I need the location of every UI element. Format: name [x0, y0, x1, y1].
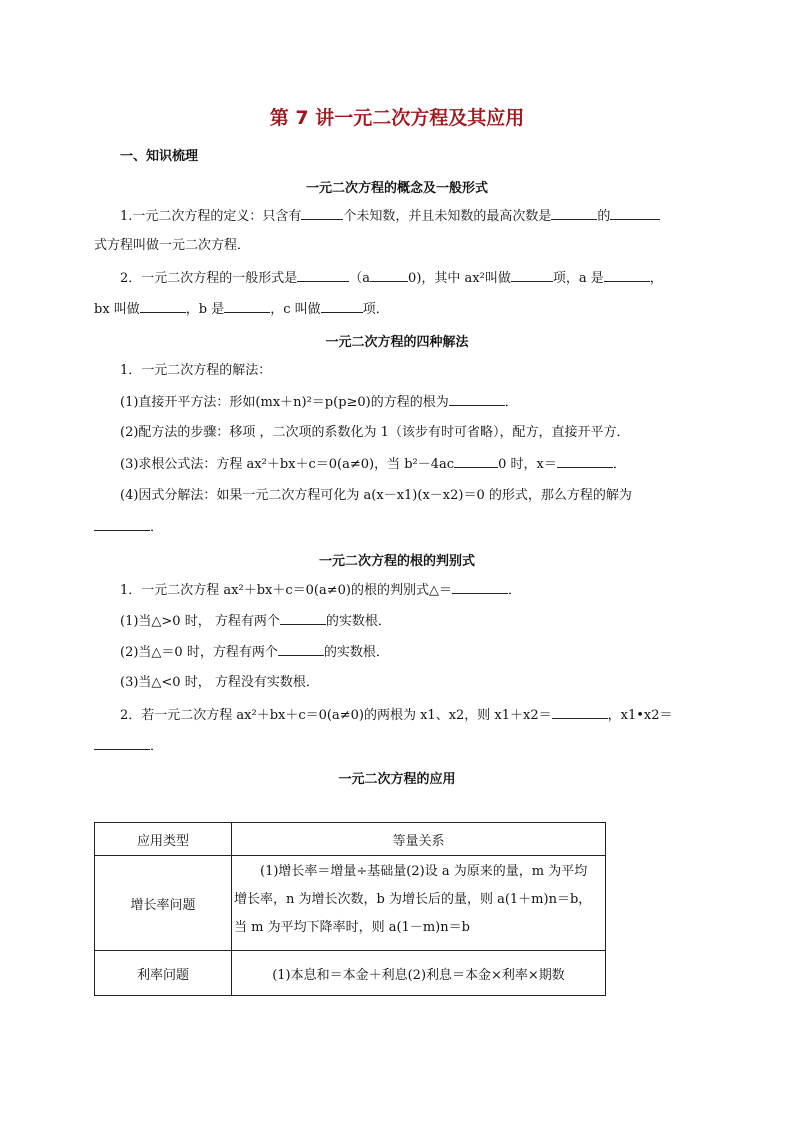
- blank: [610, 207, 660, 220]
- page-title: 第 7 讲一元二次方程及其应用: [269, 107, 525, 129]
- blank: [449, 393, 505, 406]
- blank: [94, 737, 150, 750]
- methods-line-3: (2)配方法的步骤：移项 ，二次项的系数化为 1（该步有时可省略），配方，直接开平方．: [120, 425, 630, 440]
- blank: [557, 455, 613, 468]
- methods-line-2: (1)直接开平方法：形如(mx＋n)²＝p(p≥0)的方程的根为 ．: [120, 395, 518, 410]
- blank: [321, 300, 363, 313]
- general-form-line-1: 2．一元二次方程的一般形式是 （a 0)，其中 ax²叫做 项，a 是 ，: [120, 271, 663, 286]
- header-type: 应用类型: [95, 823, 232, 856]
- methods-line-1: 1．一元二次方程的解法：: [120, 363, 272, 378]
- blank: [301, 207, 343, 220]
- table-row: [95, 951, 606, 996]
- blank: [454, 455, 498, 468]
- blank: [604, 269, 650, 282]
- blank: [552, 706, 608, 719]
- blank: [278, 643, 324, 656]
- table-header-row: [95, 823, 606, 856]
- discriminant-line-4: (3)当△<0 时， 方程没有实数根．: [120, 675, 319, 690]
- subheading-application: 一元二次方程的应用: [338, 772, 456, 787]
- methods-line-5: (4)因式分解法：如果一元二次方程可化为 a(x－x1)(x－x2)＝0 的形式，那么方程的解为: [120, 488, 632, 503]
- blank: [452, 581, 508, 594]
- definition-line-2: 式方程叫做一元二次方程．: [94, 238, 251, 253]
- header-relation: 等量关系: [232, 823, 606, 856]
- blank: [224, 300, 270, 313]
- blank: [551, 207, 597, 220]
- definition-line-1: 1.一元二次方程的定义：只含有 个未知数，并且未知数的最高次数是 的: [120, 207, 660, 226]
- row-relation-growth: (1)增长率＝增量÷基础量(2)设 a 为原来的量，m 为平均 增长率，n 为增长次数，b 为增长后的量，则 a(1＋m)n＝b， 当 m 为平均下降率时，则 a(1－m)n＝b: [232, 856, 606, 951]
- general-form-line-2: bx 叫做 ，b 是 ，c 叫做 项．: [94, 302, 389, 317]
- blank: [94, 518, 150, 531]
- blank: [140, 300, 186, 313]
- discriminant-line-3: (2)当△＝0 时，方程有两个 的实数根．: [120, 645, 389, 660]
- methods-line-6: ．: [94, 518, 163, 537]
- row-type-growth: 增长率问题: [95, 856, 232, 951]
- discriminant-line-1: 1．一元二次方程 ax²＋bx＋c＝0(a≠0)的根的判别式△＝ ．: [120, 583, 521, 598]
- subheading-discriminant: 一元二次方程的根的判别式: [318, 554, 475, 569]
- table-row: [95, 856, 606, 951]
- row-relation-interest: (1)本息和＝本金＋利息(2)利息＝本金×利率×期数: [232, 951, 606, 996]
- methods-line-4: (3)求根公式法：方程 ax²＋bx＋c＝0(a≠0)，当 b²－4ac 0 时，x＝ ．: [120, 457, 626, 472]
- subheading-methods: 一元二次方程的四种解法: [325, 335, 469, 350]
- subheading-concept: 一元二次方程的概念及一般形式: [305, 181, 488, 196]
- blank: [511, 269, 553, 282]
- discriminant-line-2: (1)当△>0 时， 方程有两个 的实数根．: [120, 614, 391, 629]
- blank: [280, 612, 326, 625]
- blank: [297, 269, 349, 282]
- section-heading: 一、知识梳理: [120, 149, 199, 164]
- row-type-interest: 利率问题: [95, 951, 232, 996]
- blank: [370, 269, 408, 282]
- application-table: [94, 822, 606, 996]
- discriminant-line-6: ．: [94, 737, 163, 756]
- discriminant-line-5: 2．若一元二次方程 ax²＋bx＋c＝0(a≠0)的两根为 x1、x2，则 x1＋x2＝ ，x1•x2＝: [120, 708, 673, 723]
